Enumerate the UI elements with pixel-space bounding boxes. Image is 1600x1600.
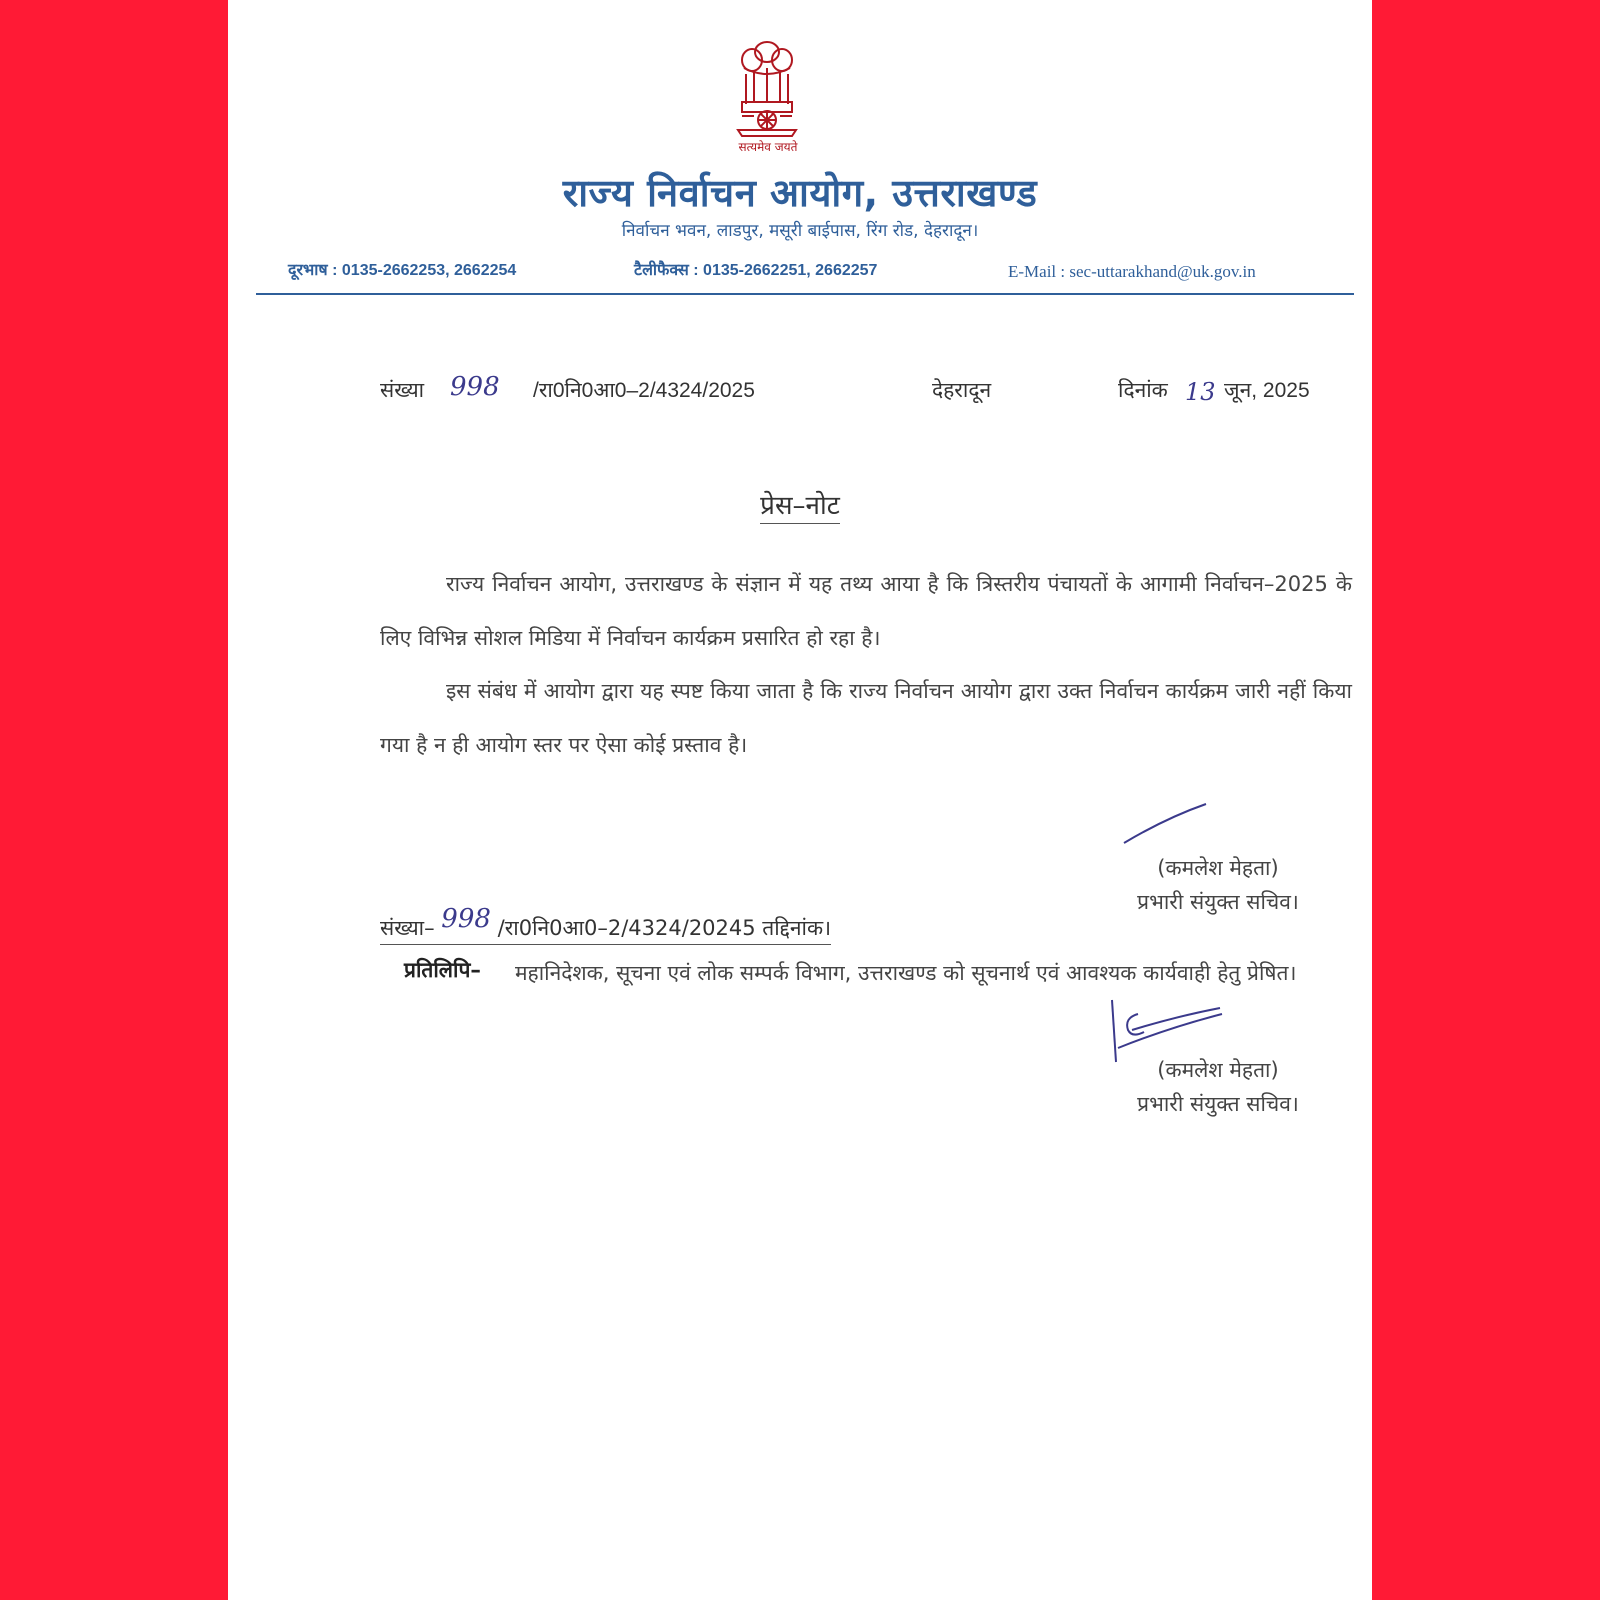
signature-stroke-1 — [1116, 798, 1216, 850]
copy-reference-number-handwritten: 998 — [441, 904, 491, 934]
signatory-name-1: (कमलेश मेहता) — [1157, 856, 1279, 880]
letterhead-divider — [256, 293, 1354, 295]
copy-reference-label: संख्या– — [380, 916, 435, 940]
body-paragraph-2: इस संबंध में आयोग द्वारा यह स्पष्ट किया जाता है कि राज्य निर्वाचन आयोग द्वारा उक्त निर्वाचन कार्यक्रम जारी नहीं किया गया है न ही आयोग स्तर पर ऐसा कोई प्रस्ताव है। — [380, 679, 1352, 757]
copy-to-text: महानिदेशक, सूचना एवं लोक सम्पर्क विभाग, उत्तराखण्ड को सूचनार्थ एवं आवश्यक कार्यवाही हेतु प्रेषित। — [515, 961, 1297, 985]
document-title — [228, 486, 1372, 522]
copy-reference-code: /रा0नि0आ0–2/4324/20245 तद्दिनांक। — [497, 916, 832, 940]
signatory-designation-2: प्रभारी संयुक्त सचिव। — [1137, 1092, 1299, 1116]
phone-numbers: दूरभाष : 0135-2662253, 2662254 — [288, 262, 517, 279]
email-address: E-Mail : sec-uttarakhand@uk.gov.in — [1008, 262, 1256, 281]
place: देहरादून — [932, 379, 992, 402]
document-page — [228, 0, 1372, 1600]
copy-reference — [380, 904, 832, 945]
signatory-name-2: (कमलेश मेहता) — [1157, 1058, 1279, 1082]
reference-number-handwritten: 998 — [450, 372, 500, 402]
document-title-text: प्रेस–नोट — [760, 491, 840, 524]
organization-title: राज्य निर्वाचन आयोग, उत्तराखण्ड — [562, 171, 1038, 215]
date-month-year: जून, 2025 — [1224, 379, 1310, 402]
copy-to-label: प्रतिलिपि– — [404, 958, 481, 982]
reference-label: संख्या — [380, 379, 425, 402]
signatory-designation-1: प्रभारी संयुक्त सचिव। — [1137, 890, 1299, 914]
date-label: दिनांक — [1118, 379, 1168, 402]
body-paragraph-1: राज्य निर्वाचन आयोग, उत्तराखण्ड के संज्ञान में यह तथ्य आया है कि त्रिस्तरीय पंचायतों के आगामी निर्वाचन–2025 के लिए विभिन्न सोशल मिडिया में निर्वाचन कार्यक्रम प्रसारित हो रहा है। — [380, 572, 1352, 650]
fax-numbers: टैलीफैक्स : 0135-2662251, 2662257 — [634, 262, 878, 279]
organization-address: निर्वाचन भवन, लाडपुर, मसूरी बाईपास, रिंग रोड, देहरादून। — [621, 221, 979, 241]
emblem-motto: सत्यमेव जयते — [738, 140, 798, 154]
date-day-handwritten: 13 — [1185, 378, 1216, 406]
reference-code: /रा0नि0आ0–2/4324/2025 — [533, 379, 755, 402]
national-emblem-icon — [732, 38, 802, 140]
